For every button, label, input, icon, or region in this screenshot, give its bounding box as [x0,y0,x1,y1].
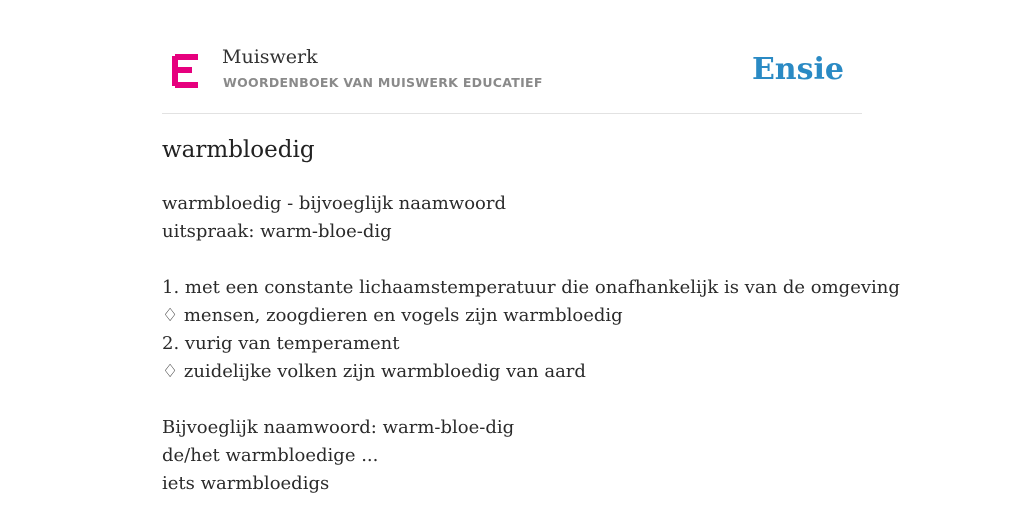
inflection-heading: Bijvoeglijk naamwoord: warm-bloe-dig [162,417,515,438]
page-title: warmbloedig [162,137,315,163]
spacer [162,246,862,274]
definition-body [162,190,900,498]
ensie-logo-link[interactable]: Ensie [751,52,844,87]
meaning-2: 2. vurig van temperament [162,333,400,354]
word-class-line: warmbloedig - bijvoeglijk naamwoord [162,193,507,214]
brand-name[interactable]: Muiswerk [222,46,318,68]
site-header [162,40,862,114]
inflection-form-2: iets warmbloedigs [162,473,330,494]
pronunciation-line: uitspraak: warm-bloe-dig [162,221,392,242]
spacer [162,386,862,414]
example-2: ♢ zuidelijke volken zijn warmbloedig van aard [162,361,586,382]
brand-subtitle: WOORDENBOEK VAN MUISWERK EDUCATIEF [223,75,543,90]
inflection-form-1: de/het warmbloedige ... [162,445,379,466]
muiswerk-e-logo-icon[interactable] [172,54,200,88]
meaning-1: 1. met een constante lichaamstemperatuur die onafhankelijk is van de omgeving [162,277,900,298]
example-1: ♢ mensen, zoogdieren en vogels zijn warmbloedig [162,305,623,326]
